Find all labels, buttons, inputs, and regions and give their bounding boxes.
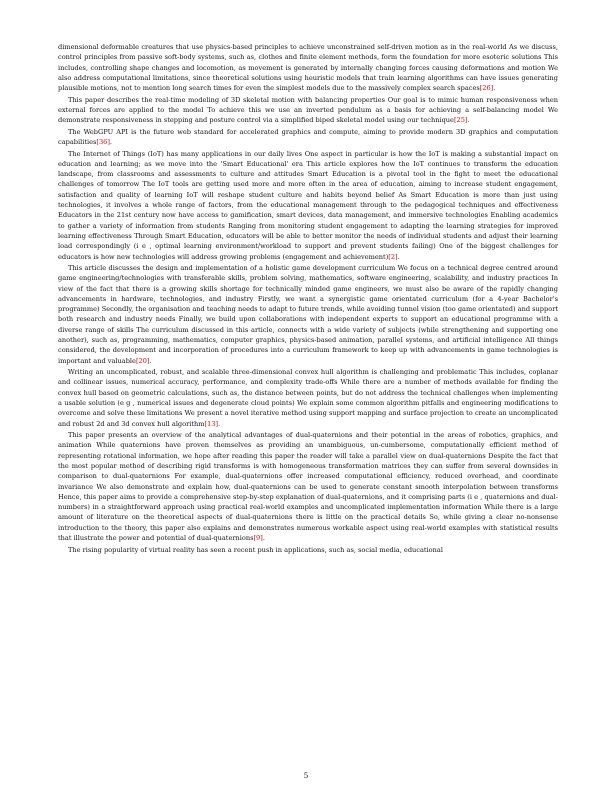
citation-link[interactable]: [9] xyxy=(253,534,263,543)
paragraph-end: . xyxy=(467,116,470,125)
paragraph-8 xyxy=(58,545,558,555)
paragraph-end: . xyxy=(262,534,265,543)
paragraph-end: . xyxy=(218,419,221,428)
paragraph-text: This paper describes the real-time modeling of 3D skeletal motion with balancing properties Our goal is to mimic human responsiveness when external forces are applied to the model To achieve this we use an inverted pendulum as a basis for achieving a self-balancing model We demonstrate responsiveness in stepping and posture control via a simplified biped skeletal model using our technique xyxy=(58,95,558,125)
citation-link[interactable]: [26] xyxy=(479,84,494,93)
paragraph-text: This article discusses the design and implementation of a holistic game development curriculum We focus on a technical degree centred around game engineering/technologies with transferable skills, problem solving, mathematics, software engineering, scalability, and industry practices In view of the fact that there is a growing skills shortage for technically minded game engineers, we must also be aware of the rapidly changing advancements in hardware, technologies, and industry Firstly, we want a synergistic game orientated curriculum (for a 4-year Bachelor's programme) Secondly, the organisation and teaching needs to adapt to future trends, while avoiding tunnel vision (too game orientated) and support both research and industry needs Finally, we build upon collaborations with independent experts to support an educational programme with a diverse range of skills The curriculum discussed in this article, connects with a wide variety of subjects (while strengthening and supporting one another), such as, programming, mathematics, computer graphics, physics-based animation, parallel systems, and artificial intelligence All things considered, the development and incorporation of procedures into a curriculum framework to keep up with advancements in game technologies is important and valuable xyxy=(58,263,558,365)
paragraph-6 xyxy=(58,367,558,429)
paper-body xyxy=(58,42,558,556)
paragraph-text: The WebGPU API is the future web standard for accelerated graphics and compute, aiming to provide modern 3D graphics and computation capabilities xyxy=(58,127,558,147)
paragraph-text: dimensional deformable creatures that use physics-based principles to achieve unconstrained self-driven motion as in the real-world As we discuss, control principles from passive soft-body systems, such as, clothes and finite element methods, form the foundation for more esoteric solutions This includes, controlling shape changes and locomotion, as movement is generated by internally changing forces causing deformations and motion We also address computational limitations, since theoretical solutions using heuristic models that train learning algorithms can have issues generating plausible motions, not to mention long search times for even the simplest models due to the massively complex search spaces xyxy=(58,43,558,93)
paragraph-2 xyxy=(58,95,558,126)
page-number: 5 xyxy=(303,771,309,780)
paragraph-7 xyxy=(58,430,558,543)
paragraph-text: The Internet of Things (IoT) has many applications in our daily lives One aspect in particular is how the IoT is making a substantial impact on education and learning; as we move into the 'Smart Educational' era This article explores how the IoT continues to transform the education landscape, from classrooms and assessments to culture and attitudes Smart Education is a pivotal tool in the fight to meet the educational challenges of tomorrow The IoT tools are getting used more and more often in the area of education, aiming to increase student engagement, satisfaction and quality of learning IoT will reshape student culture and habits beyond belief As Smart Education is more than just using technologies, it involves a whole range of factors, from the educational management through to the pedagogical techniques and effectiveness Educators in the 21st century now have access to gamification, smart devices, data management, and immersive technologies Enabling academics to gather a variety of information from students Ranging from monitoring student engagement to adapting the learning strategies for improved learning effectiveness Through Smart Education, educators will be able to better monitor the needs of individual students and adjust their learning load correspondingly (i e , optimal learning environment/workload to support and prevent students failing) One of the biggest challenges for educators is how new technologies will address growing problems (engagement and achievement) xyxy=(58,149,558,261)
paragraph-text: This paper presents an overview of the analytical advantages of dual-quaternions and their potential in the areas of robotics, graphics, and animation While quaternions have proven themselves as providing an unambiguous, un-cumbersome, computationally efficient method of representing rotational information, we hope after reading this paper the reader will take a parallel view on dual-quaternions Despite the fact that the most popular method of describing rigid transforms is with homogeneous transformation matrices they can suffer from several downsides in comparison to dual-quaternions For example, dual-quaternions offer increased computational efficiency, reduced overhead, and coordinate invariance We also demonstrate and explain how, dual-quaternions can be used to generate constant smooth interpolation between transforms Hence, this paper aims to provide a comprehensive step-by-step explanation of dual-quaternions, and it comprising parts (i e , quaternions and dual-numbers) in a straightforward approach using practical real-world examples and uncomplicated implementation information While there is a large amount of literature on the theoretical aspects of dual-quaternions there is little on the practical details So, while giving a clear no-nonsense introduction to the theory, this paper also explains and demonstrates numerous workable aspect using real-world examples with statistical results that illustrate the power and potential of dual-quaternions xyxy=(58,431,558,543)
paragraph-4 xyxy=(58,149,558,262)
paragraph-end: . xyxy=(493,84,496,93)
citation-link[interactable]: [2] xyxy=(388,252,398,261)
paragraph-3 xyxy=(58,127,558,148)
paragraph-1 xyxy=(58,42,558,93)
paragraph-5 xyxy=(58,263,558,366)
paragraph-end: . xyxy=(109,138,113,147)
paragraph-text: Writing an uncomplicated, robust, and scalable three-dimensional convex hull algorithm is challenging and problematic This includes, coplanar and collinear issues, numerical accuracy, performance, and complexity trade-offs While there are a number of methods available for finding the convex hull based on geometric calculations, such as, the distance between points, but do not address the technical challenges when implementing a usable solution (e g , numerical issues and degenerate cloud points) We explain some common algorithm pitfalls and engineering modifications to overcome and solve these limitations We present a novel iterative method using support mapping and surface projection to create an uncomplicated and robust 2d and 3d convex hull algorithm xyxy=(58,368,558,428)
paragraph-end: . xyxy=(397,252,400,261)
citation-link[interactable]: [13] xyxy=(204,419,219,428)
paragraph-text: The rising popularity of virtual reality has seen a recent push in applications, such as, social media, educational xyxy=(68,545,443,554)
citation-link[interactable]: [36] xyxy=(96,138,110,147)
citation-link[interactable]: [25] xyxy=(453,116,468,125)
citation-link[interactable]: [20] xyxy=(135,356,150,365)
paragraph-end: . xyxy=(149,356,152,365)
